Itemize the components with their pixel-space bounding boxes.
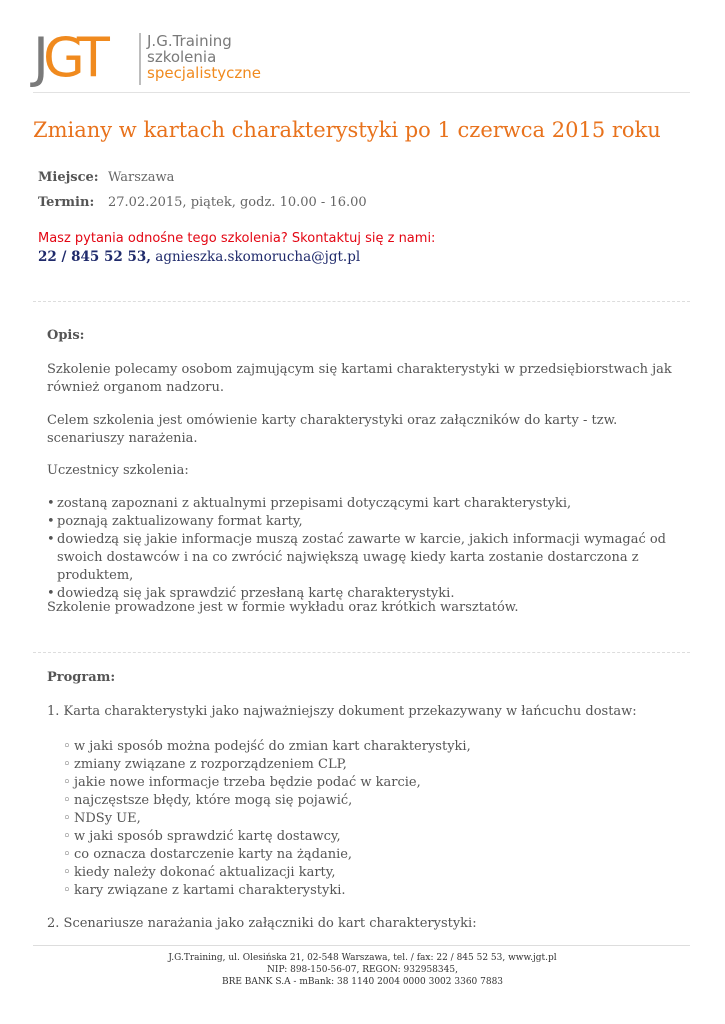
contact-details	[38, 249, 360, 265]
logo-letters-gt: GT	[42, 26, 104, 89]
contact-email-link[interactable]: agnieszka.skomorucha@jgt.pl	[155, 249, 361, 265]
logo-line-3: specjalistyczne	[147, 64, 261, 82]
section-divider-opis	[33, 301, 690, 302]
opis-paragraph-4: Szkolenie prowadzone jest w formie wykładu oraz krótkich warsztatów.	[47, 600, 519, 615]
program-heading: Program:	[47, 670, 116, 685]
list-item: ◦ NDSy UE,	[63, 810, 471, 828]
term-row	[38, 195, 367, 210]
list-item: • poznają zaktualizowany format karty,	[47, 513, 687, 531]
page-title: Zmiany w kartach charakterystyki po 1 czerwca 2015 roku	[33, 118, 661, 142]
list-item: ◦ najczęstsze błędy, które mogą się pojawić,	[63, 792, 471, 810]
list-item: ◦ co oznacza dostarczenie karty na żądanie,	[63, 846, 471, 864]
section-divider-program	[33, 652, 690, 653]
list-item: ◦ kary związane z kartami charakterystyki.	[63, 882, 471, 900]
list-item: ◦ jakie nowe informacje trzeba będzie podać w karcie,	[63, 774, 471, 792]
company-logo	[33, 26, 293, 89]
contact-question: Masz pytania odnośne tego szkolenia? Skontaktuj się z nami:	[38, 231, 436, 246]
header-divider	[33, 92, 690, 93]
list-item: ◦ kiedy należy dokonać aktualizacji karty,	[63, 864, 471, 882]
opis-paragraph-3: Uczestnicy szkolenia:	[47, 463, 189, 478]
list-item: • zostaną zapoznani z aktualnymi przepisami dotyczącymi kart charakterystyki,	[47, 495, 687, 513]
place-label: Miejsce:	[38, 170, 99, 185]
logo-line-1: J.G.Training	[147, 32, 232, 50]
footer-divider	[33, 945, 690, 946]
list-item: ◦ w jaki sposób sprawdzić kartę dostawcy,	[63, 828, 471, 846]
list-item: ◦ zmiany związane z rozporządzeniem CLP,	[63, 756, 471, 774]
list-item: • dowiedzą się jakie informacje muszą zostać zawarte w karcie, jakich informacji wymagać od swoich dostawców i na co zwrócić największą uwagę kiedy karta zostanie dostarczona z produktem,	[47, 531, 687, 585]
footer-bank: BRE BANK S.A - mBank: 38 1140 2004 0000 3002 3360 7883	[221, 977, 504, 987]
opis-paragraph-2: Celem szkolenia jest omówienie karty charakterystyki oraz załączników do karty - tzw. scenariuszy narażenia.	[47, 413, 618, 446]
program-sub-list	[63, 738, 471, 900]
opis-paragraph-1: Szkolenie polecamy osobom zajmującym się kartami charakterystyki w przedsiębiorstwach jak również organom nadzoru.	[47, 362, 672, 395]
logo-divider	[139, 33, 141, 85]
contact-phone[interactable]: 22 / 845 52 53,	[38, 249, 151, 265]
footer-address: J.G.Training, ul. Olesińska 21, 02-548 Warszawa, tel. / fax: 22 / 845 52 53, www.jgt.pl	[168, 953, 557, 963]
page-footer	[0, 952, 725, 988]
footer-tax-ids: NIP: 898-150-56-07, REGON: 932958345,	[267, 965, 458, 975]
place-value: Warszawa	[108, 170, 175, 185]
place-row	[38, 170, 174, 185]
logo-text	[147, 33, 261, 81]
logo-line-2: szkolenia	[147, 48, 217, 66]
list-item: • dowiedzą się jak sprawdzić przesłaną kartę charakterystyki.	[47, 585, 687, 603]
term-label: Termin:	[38, 195, 95, 210]
term-value: 27.02.2015, piątek, godz. 10.00 - 16.00	[108, 195, 367, 210]
logo-letter-j: J	[33, 26, 43, 89]
logo-mark	[33, 26, 104, 89]
opis-bullet-list	[47, 495, 687, 603]
opis-heading: Opis:	[47, 328, 85, 343]
program-item-1: 1. Karta charakterystyki jako najważniejszy dokument przekazywany w łańcuchu dostaw:	[47, 704, 637, 719]
program-item-2: 2. Scenariusze narażania jako załączniki do kart charakterystyki:	[47, 916, 477, 931]
list-item: ◦ w jaki sposób można podejść do zmian kart charakterystyki,	[63, 738, 471, 756]
